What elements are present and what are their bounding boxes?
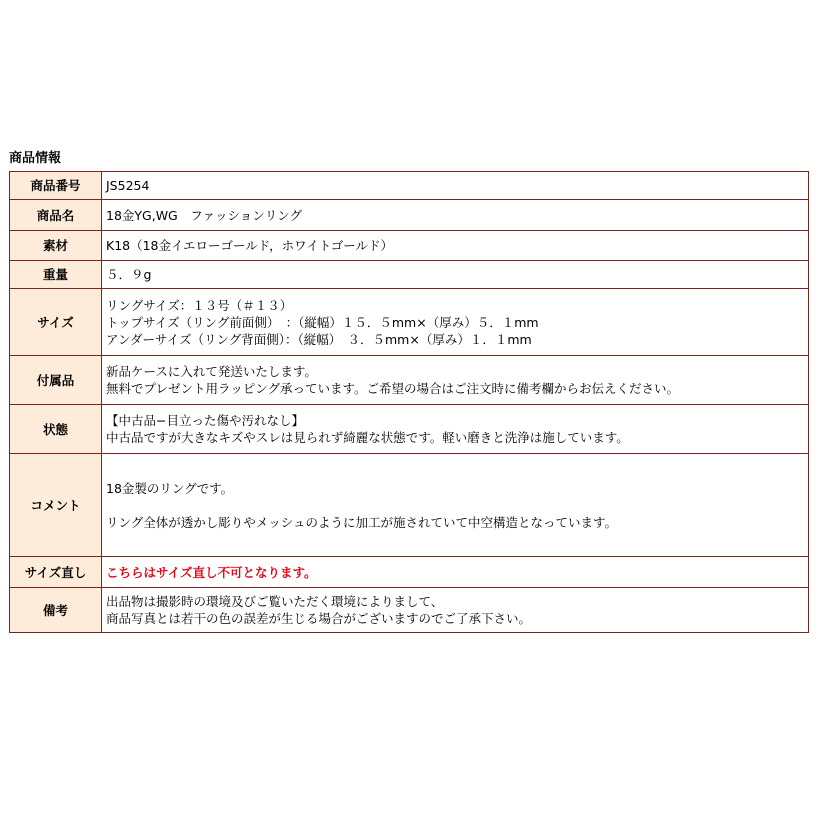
row-label: サイズ: [10, 289, 102, 356]
product-name-value: 18金YG,WG ファッションリング: [102, 200, 809, 231]
accessories-value: [102, 356, 809, 405]
weight-value: ５．９g: [102, 261, 809, 289]
product-code-value: JS5254: [102, 172, 809, 200]
row-label: コメント: [10, 454, 102, 557]
remarks-line: 商品写真とは若干の色の誤差が生じる場合がございますのでご了承下さい。: [106, 611, 532, 626]
row-label: 状態: [10, 405, 102, 454]
condition-line: 中古品ですが大きなキズやスレは見られず綺麗な状態です。軽い磨きと洗浄は施しています。: [106, 430, 629, 445]
row-label: サイズ直し: [10, 557, 102, 588]
comment-line: 18金製のリングです。: [106, 480, 234, 496]
table-row-weight: [10, 261, 809, 289]
size-value: [102, 289, 809, 356]
resize-notice: こちらはサイズ直し不可となります。: [106, 564, 317, 580]
table-row-accessories: [10, 356, 809, 405]
table-row-size: [10, 289, 809, 356]
table-row-condition: [10, 405, 809, 454]
accessories-line: 無料でプレゼント用ラッピング承っています。ご希望の場合はご注文時に備考欄からお伝えください。: [106, 381, 680, 396]
row-label: 商品名: [10, 200, 102, 231]
size-line-under: アンダーサイズ（リング背面側）：（縦幅） ３．５mm×（厚み）１．１mm: [106, 331, 532, 347]
row-label: 素材: [10, 231, 102, 261]
row-label: 備考: [10, 588, 102, 633]
comment-spacer: [106, 497, 804, 514]
condition-value: [102, 405, 809, 454]
condition-line: 【中古品−目立った傷や汚れなし】: [106, 413, 304, 428]
comment-line: リング全体が透かし彫りやメッシュのように加工が施されていて中空構造となっています。: [106, 514, 618, 530]
product-info-table: [9, 171, 809, 633]
resize-value: [102, 557, 809, 588]
material-value: K18（18金イエローゴールド，ホワイトゴールド）: [102, 231, 809, 261]
accessories-line: 新品ケースに入れて発送いたします。: [106, 364, 317, 379]
table-row-material: [10, 231, 809, 261]
row-label: 付属品: [10, 356, 102, 405]
comment-value: [102, 454, 809, 557]
row-label: 重量: [10, 261, 102, 289]
table-row-comment: [10, 454, 809, 557]
remarks-value: [102, 588, 809, 633]
size-line-ring: リングサイズ：１３号（＃１３）: [106, 297, 293, 313]
section-title: 商品情報: [9, 151, 62, 166]
row-label: 商品番号: [10, 172, 102, 200]
table-row-resize: [10, 557, 809, 588]
table-row-remarks: [10, 588, 809, 633]
size-line-top: トップサイズ（リング前面側） ：（縦幅）１５．５mm×（厚み）５．１mm: [106, 314, 539, 330]
remarks-line: 出品物は撮影時の環境及びご覧いただく環境によりまして、: [106, 594, 444, 609]
table-row-product-code: [10, 172, 809, 200]
table-row-product-name: [10, 200, 809, 231]
